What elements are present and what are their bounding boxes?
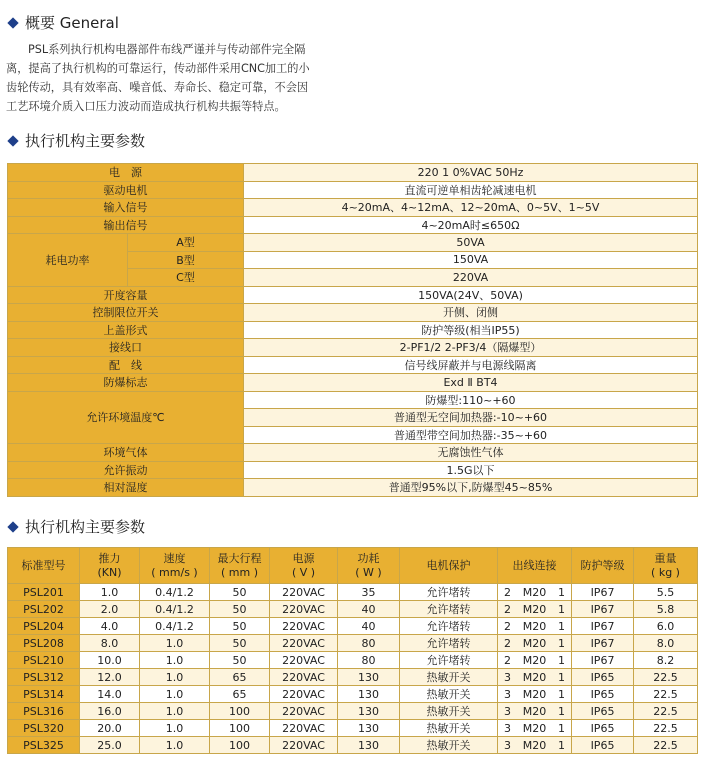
conn-group xyxy=(498,637,571,650)
param-value: 直流可逆单相齿轮减速电机 xyxy=(244,181,698,199)
cell-protect: 允许堵转 xyxy=(400,652,498,669)
params-title xyxy=(6,130,145,151)
conn-part: 1 xyxy=(558,738,565,752)
param-label: 输入信号 xyxy=(8,199,244,217)
param-value: 150VA(24V、50VA) xyxy=(244,286,698,304)
param-value: 普通型95%以下,防爆型45~85% xyxy=(244,479,698,497)
cell-ip: IP67 xyxy=(572,635,634,652)
conn-part: M20 xyxy=(522,738,547,752)
param-value: 信号线屏蔽并与电源线隔离 xyxy=(244,356,698,374)
conn-group xyxy=(498,671,571,684)
cell-ip: IP67 xyxy=(572,652,634,669)
param-label: 上盖形式 xyxy=(8,321,244,339)
param-label: 开度容量 xyxy=(8,286,244,304)
cell-protect: 热敏开关 xyxy=(400,737,498,754)
conn-group xyxy=(498,586,571,599)
param-label: 输出信号 xyxy=(8,216,244,234)
cell-power: 220VAC xyxy=(270,635,338,652)
cell-power: 220VAC xyxy=(270,686,338,703)
table-row xyxy=(8,686,698,703)
cell-watt: 40 xyxy=(338,618,400,635)
cell-power: 220VAC xyxy=(270,669,338,686)
cell-power: 220VAC xyxy=(270,737,338,754)
param-row xyxy=(8,374,698,392)
cell-conn xyxy=(498,720,572,737)
conn-part: 1 xyxy=(558,653,565,667)
cell-ip: IP67 xyxy=(572,584,634,601)
param-label: 防爆标志 xyxy=(8,374,244,392)
cell-weight: 8.2 xyxy=(634,652,698,669)
cell-weight: 22.5 xyxy=(634,686,698,703)
column-header-title: 电机保护 xyxy=(426,558,471,572)
cell-force: 4.0 xyxy=(80,618,140,635)
param-row xyxy=(8,321,698,339)
column-header-unit: ( kg ) xyxy=(651,565,680,579)
conn-group xyxy=(498,722,571,735)
cell-ip: IP65 xyxy=(572,703,634,720)
conn-part: 1 xyxy=(558,636,565,650)
cell-power: 220VAC xyxy=(270,652,338,669)
param-label: 接线口 xyxy=(8,339,244,357)
param-value: 1.5G以下 xyxy=(244,461,698,479)
conn-group xyxy=(498,654,571,667)
cell-force: 8.0 xyxy=(80,635,140,652)
cell-stroke: 100 xyxy=(210,720,270,737)
param-value: Exd Ⅱ BT4 xyxy=(244,374,698,392)
param-sublabel: A型 xyxy=(128,234,244,252)
param-label: 耗电功率 xyxy=(8,234,128,287)
cell-protect: 热敏开关 xyxy=(400,686,498,703)
cell-model: PSL202 xyxy=(8,601,80,618)
conn-part: 1 xyxy=(558,687,565,701)
cell-watt: 130 xyxy=(338,686,400,703)
cell-speed: 1.0 xyxy=(140,720,210,737)
conn-part: 3 xyxy=(504,721,511,735)
conn-part: M20 xyxy=(522,704,547,718)
param-label: 环境气体 xyxy=(8,444,244,462)
cell-power: 220VAC xyxy=(270,703,338,720)
cell-speed: 0.4/1.2 xyxy=(140,618,210,635)
cell-weight: 5.5 xyxy=(634,584,698,601)
table-row xyxy=(8,618,698,635)
column-header xyxy=(210,548,270,584)
param-value: 4~20mA、4~12mA、12~20mA、0~5V、1~5V xyxy=(244,199,698,217)
conn-group xyxy=(498,705,571,718)
cell-conn xyxy=(498,737,572,754)
cell-protect: 热敏开关 xyxy=(400,720,498,737)
cell-protect: 允许堵转 xyxy=(400,584,498,601)
cell-stroke: 50 xyxy=(210,652,270,669)
table-row xyxy=(8,669,698,686)
param-value: 4~20mA时≤650Ω xyxy=(244,216,698,234)
cell-model: PSL201 xyxy=(8,584,80,601)
conn-part: 1 xyxy=(558,619,565,633)
conn-part: 3 xyxy=(504,704,511,718)
param-value: 150VA xyxy=(244,251,698,269)
param-row xyxy=(8,181,698,199)
column-header xyxy=(400,548,498,584)
cell-force: 2.0 xyxy=(80,601,140,618)
params-title-text: 执行机构主要参数 xyxy=(25,132,146,150)
cell-force: 25.0 xyxy=(80,737,140,754)
cell-conn xyxy=(498,601,572,618)
conn-part: 1 xyxy=(558,585,565,599)
column-header xyxy=(634,548,698,584)
table-row xyxy=(8,737,698,754)
cell-protect: 允许堵转 xyxy=(400,601,498,618)
cell-weight: 22.5 xyxy=(634,703,698,720)
column-header xyxy=(80,548,140,584)
param-row xyxy=(8,304,698,322)
param-value: 普通型带空间加热器:-35~+60 xyxy=(244,426,698,444)
cell-force: 12.0 xyxy=(80,669,140,686)
cell-conn xyxy=(498,584,572,601)
cell-force: 16.0 xyxy=(80,703,140,720)
table-row xyxy=(8,601,698,618)
cell-speed: 1.0 xyxy=(140,652,210,669)
models-header-row xyxy=(8,548,698,584)
param-sublabel: B型 xyxy=(128,251,244,269)
cell-stroke: 50 xyxy=(210,635,270,652)
conn-group xyxy=(498,688,571,701)
cell-stroke: 50 xyxy=(210,584,270,601)
column-header-title: 出线连接 xyxy=(512,558,557,572)
param-value: 220VA xyxy=(244,269,698,287)
overview-paragraph: PSL系列执行机构电器部件布线严谨并与传动部件完全隔离，提高了执行机构的可靠运行，传动部件采用CNC加工的小齿轮传动，具有效率高、噪音低、寿命长、稳定可靠，不会因工艺环境介质入口压力波动而造成执行机构共振等特点。 xyxy=(6,43,310,113)
cell-weight: 22.5 xyxy=(634,669,698,686)
conn-part: M20 xyxy=(522,721,547,735)
diamond-bullet-icon xyxy=(7,521,18,532)
conn-part: 2 xyxy=(504,619,511,633)
column-header-title: 速度 xyxy=(163,551,186,565)
cell-conn xyxy=(498,703,572,720)
cell-model: PSL314 xyxy=(8,686,80,703)
param-value: 220 1 0%VAC 50Hz xyxy=(244,164,698,182)
cell-watt: 40 xyxy=(338,601,400,618)
column-header-title: 电源 xyxy=(292,551,315,565)
column-header-title: 标准型号 xyxy=(21,558,66,572)
table-row xyxy=(8,584,698,601)
cell-watt: 130 xyxy=(338,720,400,737)
cell-power: 220VAC xyxy=(270,601,338,618)
cell-ip: IP67 xyxy=(572,618,634,635)
cell-watt: 80 xyxy=(338,652,400,669)
param-row xyxy=(8,356,698,374)
param-row xyxy=(8,164,698,182)
cell-watt: 130 xyxy=(338,703,400,720)
diamond-bullet-icon xyxy=(7,17,18,28)
conn-part: 1 xyxy=(558,602,565,616)
column-header-title: 防护等级 xyxy=(580,558,625,572)
cell-weight: 6.0 xyxy=(634,618,698,635)
column-header xyxy=(270,548,338,584)
param-value: 50VA xyxy=(244,234,698,252)
cell-protect: 允许堵转 xyxy=(400,618,498,635)
param-row xyxy=(8,444,698,462)
cell-protect: 热敏开关 xyxy=(400,669,498,686)
param-label: 驱动电机 xyxy=(8,181,244,199)
conn-group xyxy=(498,620,571,633)
conn-part: 1 xyxy=(558,721,565,735)
cell-speed: 1.0 xyxy=(140,703,210,720)
conn-part: M20 xyxy=(522,636,547,650)
column-header-title: 推力 xyxy=(98,551,121,565)
param-sublabel: C型 xyxy=(128,269,244,287)
cell-force: 20.0 xyxy=(80,720,140,737)
conn-part: 2 xyxy=(504,585,511,599)
cell-ip: IP65 xyxy=(572,737,634,754)
cell-speed: 1.0 xyxy=(140,635,210,652)
column-header-unit: ( mm/s ) xyxy=(151,565,198,579)
cell-ip: IP67 xyxy=(572,601,634,618)
conn-part: M20 xyxy=(522,585,547,599)
param-value: 2-PF1/2 2-PF3/4（隔爆型） xyxy=(244,339,698,357)
cell-speed: 1.0 xyxy=(140,737,210,754)
param-value: 防爆型:110~+60 xyxy=(244,391,698,409)
cell-ip: IP65 xyxy=(572,686,634,703)
conn-part: M20 xyxy=(522,602,547,616)
param-label: 配 线 xyxy=(8,356,244,374)
param-value: 防护等级(相当IP55) xyxy=(244,321,698,339)
param-value: 无腐蚀性气体 xyxy=(244,444,698,462)
param-label: 允许环境温度℃ xyxy=(8,391,244,444)
cell-weight: 8.0 xyxy=(634,635,698,652)
cell-stroke: 50 xyxy=(210,601,270,618)
column-header-unit: ( W ) xyxy=(355,565,382,579)
cell-stroke: 100 xyxy=(210,703,270,720)
conn-part: 3 xyxy=(504,687,511,701)
cell-model: PSL320 xyxy=(8,720,80,737)
conn-part: 1 xyxy=(558,704,565,718)
param-value: 普通型无空间加热器:-10~+60 xyxy=(244,409,698,427)
conn-part: 3 xyxy=(504,738,511,752)
models-table xyxy=(7,547,698,754)
cell-stroke: 100 xyxy=(210,737,270,754)
cell-protect: 热敏开关 xyxy=(400,703,498,720)
cell-speed: 1.0 xyxy=(140,686,210,703)
conn-group xyxy=(498,739,571,752)
cell-watt: 130 xyxy=(338,669,400,686)
conn-part: M20 xyxy=(522,687,547,701)
column-header-unit: ( mm ) xyxy=(220,565,258,579)
column-header xyxy=(498,548,572,584)
cell-watt: 80 xyxy=(338,635,400,652)
cell-speed: 0.4/1.2 xyxy=(140,584,210,601)
cell-stroke: 65 xyxy=(210,686,270,703)
column-header xyxy=(8,548,80,584)
cell-conn xyxy=(498,635,572,652)
param-label: 相对湿度 xyxy=(8,479,244,497)
cell-weight: 22.5 xyxy=(634,720,698,737)
param-row xyxy=(8,461,698,479)
models-title-text: 执行机构主要参数 xyxy=(25,518,146,536)
column-header-title: 重量 xyxy=(654,551,677,565)
param-row xyxy=(8,391,698,409)
column-header xyxy=(140,548,210,584)
table-row xyxy=(8,635,698,652)
table-row xyxy=(8,703,698,720)
cell-watt: 130 xyxy=(338,737,400,754)
conn-part: M20 xyxy=(522,619,547,633)
cell-power: 220VAC xyxy=(270,584,338,601)
cell-force: 1.0 xyxy=(80,584,140,601)
column-header-title: 最大行程 xyxy=(217,551,262,565)
table-row xyxy=(8,652,698,669)
cell-weight: 22.5 xyxy=(634,737,698,754)
table-row xyxy=(8,720,698,737)
cell-ip: IP65 xyxy=(572,720,634,737)
cell-model: PSL325 xyxy=(8,737,80,754)
cell-protect: 允许堵转 xyxy=(400,635,498,652)
column-header xyxy=(572,548,634,584)
cell-power: 220VAC xyxy=(270,720,338,737)
overview-title xyxy=(6,12,119,33)
cell-force: 10.0 xyxy=(80,652,140,669)
cell-model: PSL316 xyxy=(8,703,80,720)
cell-watt: 35 xyxy=(338,584,400,601)
conn-part: 2 xyxy=(504,636,511,650)
column-header-unit: (KN) xyxy=(97,565,122,579)
conn-part: 2 xyxy=(504,602,511,616)
param-row xyxy=(8,199,698,217)
diamond-bullet-icon xyxy=(7,135,18,146)
overview-title-text: 概要 General xyxy=(25,14,119,32)
param-row xyxy=(8,234,698,252)
conn-part: M20 xyxy=(522,653,547,667)
cell-stroke: 65 xyxy=(210,669,270,686)
cell-weight: 5.8 xyxy=(634,601,698,618)
param-label: 电 源 xyxy=(8,164,244,182)
cell-conn xyxy=(498,618,572,635)
param-row xyxy=(8,339,698,357)
cell-force: 14.0 xyxy=(80,686,140,703)
param-row xyxy=(8,479,698,497)
cell-model: PSL210 xyxy=(8,652,80,669)
conn-part: 2 xyxy=(504,653,511,667)
column-header-title: 功耗 xyxy=(357,551,380,565)
cell-conn xyxy=(498,686,572,703)
param-row xyxy=(8,286,698,304)
conn-group xyxy=(498,603,571,616)
conn-part: M20 xyxy=(522,670,547,684)
param-value: 开侧、闭侧 xyxy=(244,304,698,322)
cell-conn xyxy=(498,669,572,686)
cell-speed: 0.4/1.2 xyxy=(140,601,210,618)
params-table xyxy=(7,163,698,497)
conn-part: 3 xyxy=(504,670,511,684)
column-header-unit: ( V ) xyxy=(291,565,316,579)
cell-power: 220VAC xyxy=(270,618,338,635)
param-label: 允许振动 xyxy=(8,461,244,479)
cell-ip: IP65 xyxy=(572,669,634,686)
cell-conn xyxy=(498,652,572,669)
cell-model: PSL312 xyxy=(8,669,80,686)
cell-stroke: 50 xyxy=(210,618,270,635)
conn-part: 1 xyxy=(558,670,565,684)
cell-model: PSL208 xyxy=(8,635,80,652)
param-label: 控制限位开关 xyxy=(8,304,244,322)
column-header xyxy=(338,548,400,584)
cell-speed: 1.0 xyxy=(140,669,210,686)
models-title xyxy=(6,516,145,537)
cell-model: PSL204 xyxy=(8,618,80,635)
param-row xyxy=(8,216,698,234)
